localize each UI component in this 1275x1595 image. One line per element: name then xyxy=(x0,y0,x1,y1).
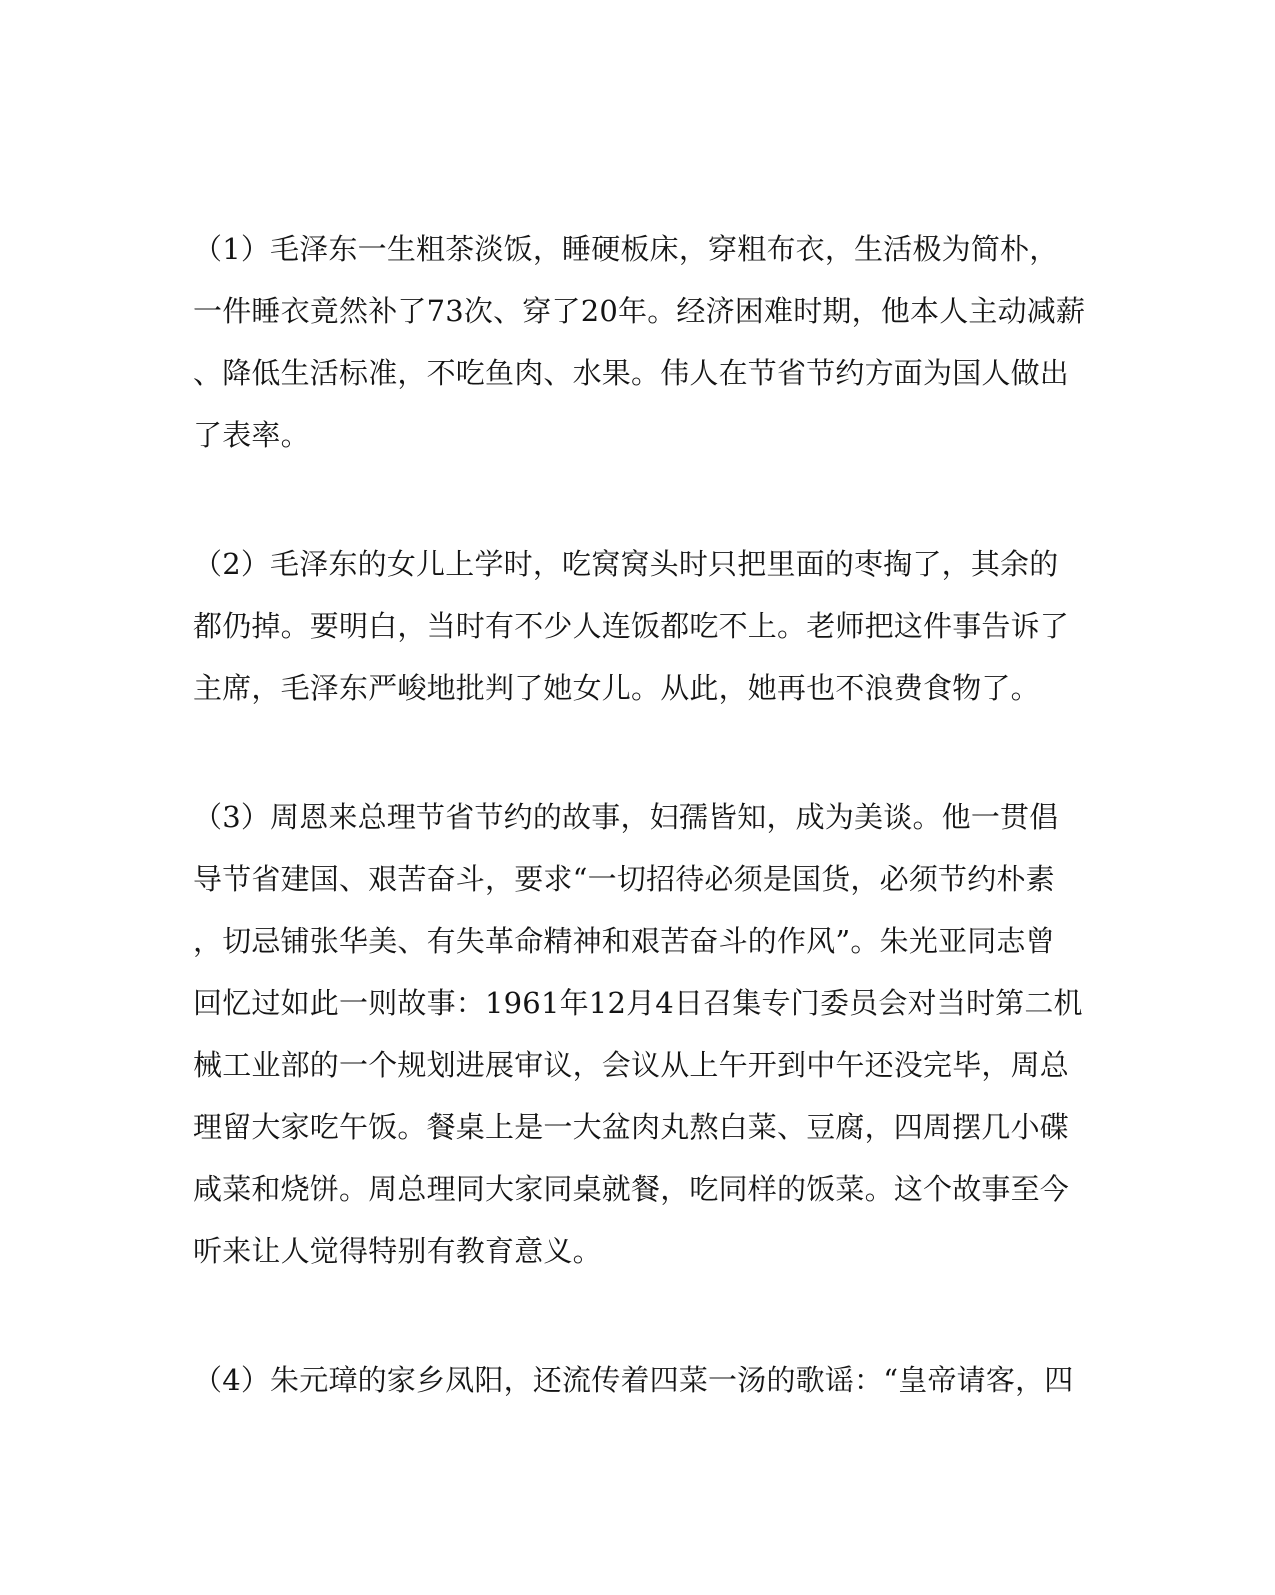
paragraph-2 xyxy=(193,533,1070,719)
document-body xyxy=(193,218,1086,1478)
paragraph-1 xyxy=(193,218,1086,466)
text-line: 听来让人觉得特别有教育意义。 xyxy=(193,1234,602,1268)
text-line: 主席，毛泽东严峻地批判了她女儿。从此，她再也不浪费食物了。 xyxy=(193,671,1040,705)
text-line: 回忆过如此一则故事：1961年12月4日召集专门委员会对当时第二机 xyxy=(193,986,1083,1020)
text-line: （2）毛泽东的女儿上学时，吃窝窝头时只把里面的枣掏了，其余的 xyxy=(193,547,1059,581)
text-line: 了表率。 xyxy=(193,418,310,452)
text-line: （4）朱元璋的家乡凤阳，还流传着四菜一汤的歌谣：“皇帝请客，四 xyxy=(193,1363,1074,1397)
paragraph-4 xyxy=(193,1349,1074,1411)
text-line: （3）周恩来总理节省节约的故事，妇孺皆知，成为美谈。他一贯倡 xyxy=(193,800,1059,834)
text-line: 理留大家吃午饭。餐桌上是一大盆肉丸熬白菜、豆腐，四周摆几小碟 xyxy=(193,1110,1070,1144)
text-line: 导节省建国、艰苦奋斗，要求“一切招待必须是国货，必须节约朴素 xyxy=(193,862,1055,896)
text-line: 械工业部的一个规划进展审议，会议从上午开到中午还没完毕，周总 xyxy=(193,1048,1070,1082)
text-line: 都仍掉。要明白，当时有不少人连饭都吃不上。老师把这件事告诉了 xyxy=(193,609,1070,643)
text-line: （1）毛泽东一生粗茶淡饭，睡硬板床，穿粗布衣，生活极为简朴， xyxy=(193,232,1059,266)
text-line: 一件睡衣竟然补了73次、穿了20年。经济困难时期，他本人主动减薪 xyxy=(193,294,1086,328)
paragraph-3 xyxy=(193,786,1083,1282)
text-line: ，切忌铺张华美、有失革命精神和艰苦奋斗的作风”。朱光亚同志曾 xyxy=(193,924,1055,958)
text-line: 、降低生活标准，不吃鱼肉、水果。伟人在节省节约方面为国人做出 xyxy=(193,356,1070,390)
text-line: 咸菜和烧饼。周总理同大家同桌就餐，吃同样的饭菜。这个故事至今 xyxy=(193,1172,1070,1206)
